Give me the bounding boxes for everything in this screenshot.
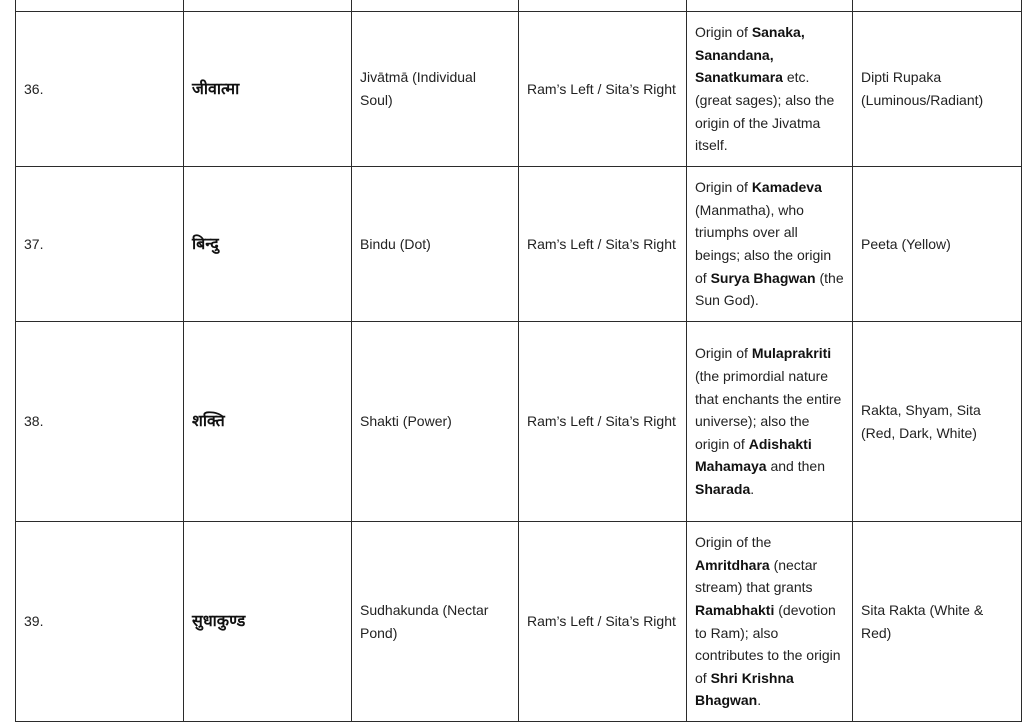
table-cell bbox=[352, 0, 519, 12]
devanagari-term: सुधाकुण्ड bbox=[184, 522, 352, 722]
bold-term: Mulaprakriti bbox=[751, 345, 832, 362]
bold-term: Sanaka, Sanandana, Sanatkumara bbox=[695, 24, 805, 86]
table-row bbox=[16, 167, 1022, 322]
row-number: 38. bbox=[16, 322, 184, 522]
table-row-previous bbox=[16, 0, 1022, 12]
bold-term: Ramabhakti bbox=[695, 601, 775, 618]
term-name: Sudhakunda (Nectar Pond) bbox=[352, 522, 519, 722]
color: Peeta (Yellow) bbox=[853, 167, 1022, 322]
table-row bbox=[16, 12, 1022, 167]
table-row bbox=[16, 522, 1022, 722]
color: Sita Rakta (White & Red) bbox=[853, 522, 1022, 722]
bold-term: Shri Krishna Bhagwan bbox=[695, 669, 794, 709]
color: Rakta, Shyam, Sita (Red, Dark, White) bbox=[853, 322, 1022, 522]
origin-description: Origin of the Amritdhara (nectar stream) that grants Ramabhakti (devotion to Ram); also contributes to the origin of Shri Krishna Bhagwan. bbox=[687, 522, 853, 722]
devanagari-term: बिन्दु bbox=[184, 167, 352, 322]
table-cell bbox=[687, 0, 853, 12]
table-cell bbox=[184, 0, 352, 12]
term-name: Bindu (Dot) bbox=[352, 167, 519, 322]
position: Ram’s Left / Sita’s Right bbox=[519, 167, 687, 322]
table-cell bbox=[16, 0, 184, 12]
color: Dipti Rupaka (Luminous/Radiant) bbox=[853, 12, 1022, 167]
position: Ram’s Left / Sita’s Right bbox=[519, 522, 687, 722]
bold-term: Surya Bhagwan bbox=[710, 269, 816, 286]
bold-term: Adishakti Mahamaya bbox=[695, 435, 812, 475]
bold-term: Amritdhara bbox=[695, 556, 770, 573]
position: Ram’s Left / Sita’s Right bbox=[519, 12, 687, 167]
term-name: Jivātmā (Individual Soul) bbox=[352, 12, 519, 167]
row-number: 36. bbox=[16, 12, 184, 167]
chakra-table bbox=[15, 0, 1022, 722]
bold-term: Sharada bbox=[695, 480, 751, 497]
term-name: Shakti (Power) bbox=[352, 322, 519, 522]
origin-description: Origin of Mulaprakriti (the primordial nature that enchants the entire universe); also the origin of Adishakti Mahamaya and then Sharada. bbox=[687, 322, 853, 522]
table-row bbox=[16, 322, 1022, 522]
bold-term: Kamadeva bbox=[751, 179, 822, 196]
table-cell bbox=[519, 0, 687, 12]
origin-description: Origin of Sanaka, Sanandana, Sanatkumara etc. (great sages); also the origin of the Jivatma itself. bbox=[687, 12, 853, 167]
row-number: 39. bbox=[16, 522, 184, 722]
devanagari-term: शक्ति bbox=[184, 322, 352, 522]
origin-description: Origin of Kamadeva (Manmatha), who triumphs over all beings; also the origin of Surya Bhagwan (the Sun God). bbox=[687, 167, 853, 322]
position: Ram’s Left / Sita’s Right bbox=[519, 322, 687, 522]
row-number: 37. bbox=[16, 167, 184, 322]
devanagari-term: जीवात्मा bbox=[184, 12, 352, 167]
table-cell bbox=[853, 0, 1022, 12]
